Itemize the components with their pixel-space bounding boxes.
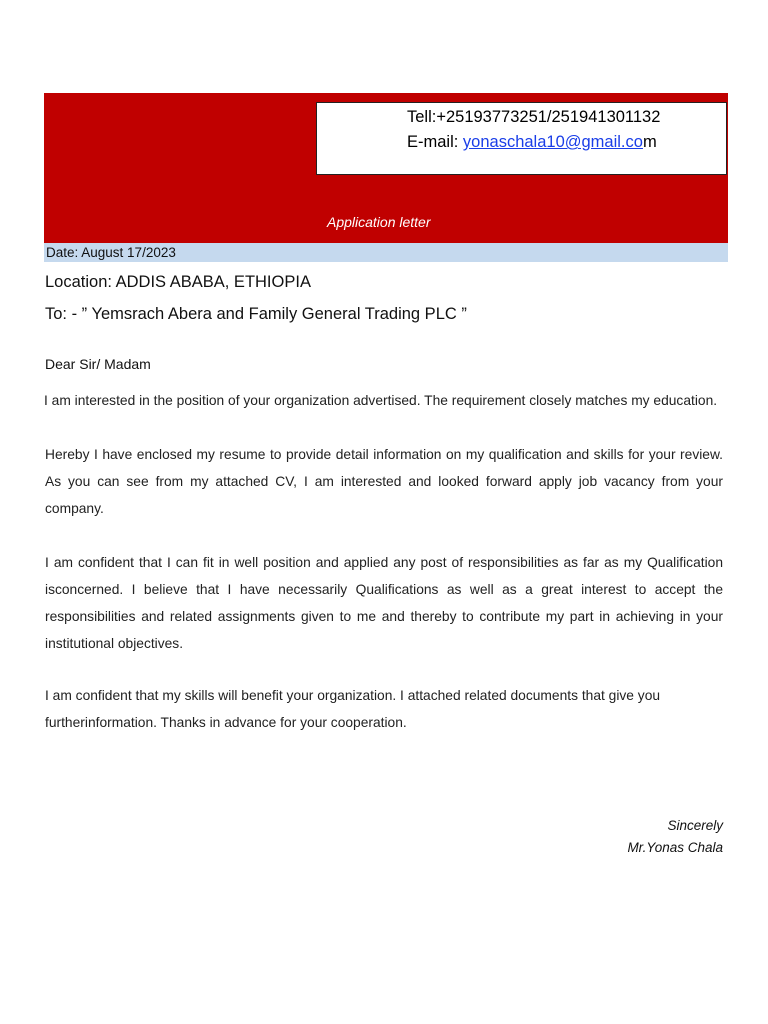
- paragraph-3: I am confident that I can fit in well position and applied any post of responsibilities as far as my Qualification isconcerned. I believe that I have necessarily Qualifications as well as a great interest to accept the responsibilities and related assignments given to me and thereby to contribute my part in achieving in your institutional objectives.: [45, 555, 723, 651]
- paragraph-2: Hereby I have enclosed my resume to provide detail information on my qualification and skills for your review. As you can see from my attached CV, I am interested and looked forward apply job vacancy from your company.: [45, 447, 723, 516]
- email-link[interactable]: yonaschala10@gmail.co: [462, 133, 643, 151]
- letter-title: Application letter: [327, 214, 431, 230]
- date-bar: Date: August 17/2023: [44, 243, 728, 262]
- email-line: [407, 130, 726, 155]
- phone-number: Tell:+25193773251/251941301132: [407, 108, 661, 126]
- location-line: Location: ADDIS ABABA, ETHIOPIA: [45, 273, 311, 291]
- paragraph-1: I am interested in the position of your organization advertised. The requirement closely matches my education.: [44, 393, 718, 408]
- email-label: E-mail:: [407, 133, 463, 151]
- closing-word: Sincerely: [667, 818, 723, 833]
- closing-block: [627, 815, 723, 859]
- paragraph-4: I am confident that my skills will benefit your organization. I attached related documents that give you furtherinformation. Thanks in advance for your cooperation.: [45, 688, 661, 730]
- salutation: Dear Sir/ Madam: [45, 356, 151, 372]
- email-tail: m: [642, 133, 657, 151]
- signer-name: Mr.Yonas Chala: [627, 840, 723, 855]
- contact-box: [316, 102, 727, 175]
- recipient-line: To: - ” Yemsrach Abera and Family General Trading PLC ”: [45, 305, 467, 323]
